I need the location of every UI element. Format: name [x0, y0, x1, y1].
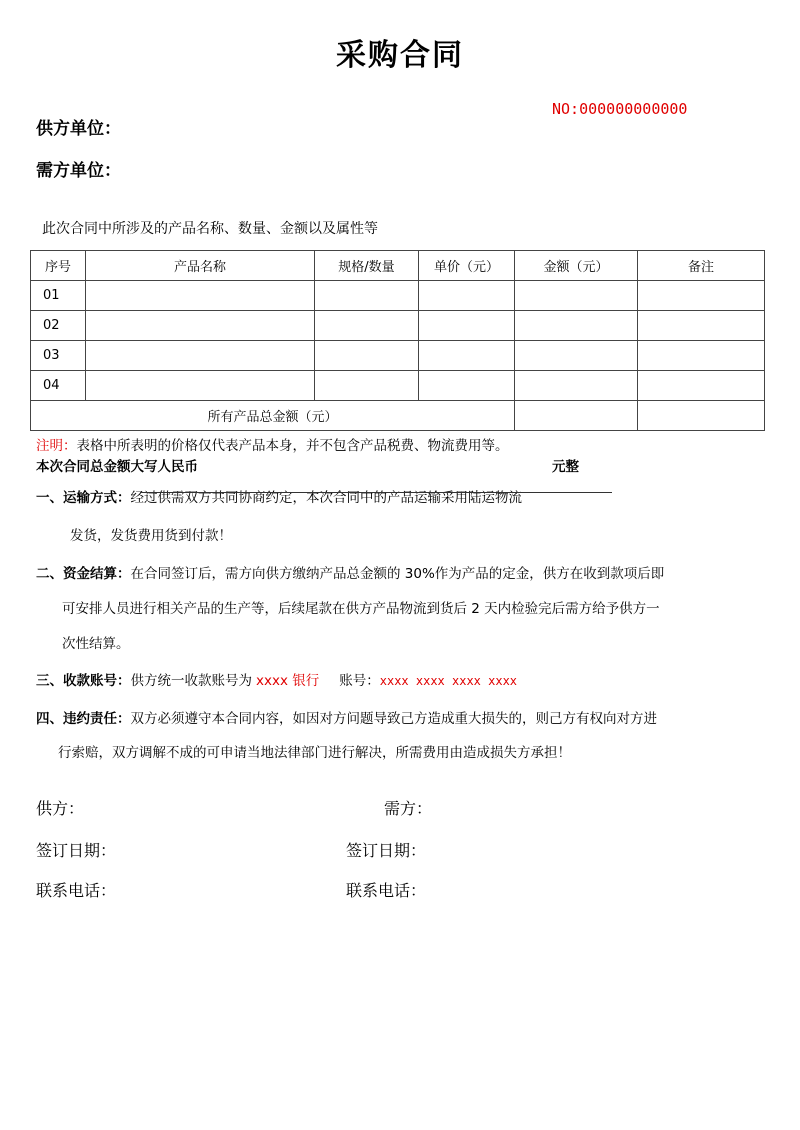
amount-cell: [515, 281, 638, 311]
contract-number: NO:000000000000: [552, 100, 688, 118]
page-title: 采购合同: [336, 38, 464, 73]
row-index: 04: [31, 371, 86, 401]
spec-cell: [315, 281, 419, 311]
clause-title: 二、资金结算：: [36, 566, 131, 582]
clause-text: 双方必须遵守本合同内容，如因对方问题导致己方造成重大损失的，则己方有权向对方进: [130, 711, 657, 727]
note-text: 表格中所表明的价格仅代表产品本身，并不包含产品税费、物流费用等。: [76, 438, 509, 454]
amount-cell: [515, 371, 638, 401]
header-remarks: 备注: [638, 251, 765, 281]
supplier-sign-date: 签订日期：: [36, 841, 117, 860]
remarks-cell: [638, 371, 765, 401]
product-name-cell: [86, 311, 315, 341]
table-intro: 此次合同中所涉及的产品名称、数量、金额以及属性等: [42, 221, 378, 237]
unit-price-cell: [419, 341, 515, 371]
total-amount-cell: [515, 401, 638, 431]
clause-text: 供方统一收款账号为: [130, 673, 252, 689]
clause-transport-cont: 发货，发货费用货到付款！: [70, 528, 232, 544]
row-index: 01: [31, 281, 86, 311]
buyer-signature: 需方：: [384, 799, 433, 818]
clause-settlement: [36, 562, 664, 582]
table-row: [31, 311, 765, 341]
product-table: [30, 250, 765, 431]
supplier-label: 供方单位：: [36, 119, 121, 139]
buyer-label: 需方单位：: [36, 161, 121, 181]
table-row: [31, 371, 765, 401]
remarks-cell: [638, 341, 765, 371]
spec-cell: [315, 371, 419, 401]
remarks-cell: [638, 311, 765, 341]
buyer-phone: 联系电话：: [346, 881, 427, 900]
total-remarks-cell: [638, 401, 765, 431]
header-spec-quantity: 规格/数量: [315, 251, 419, 281]
clause-transport: [36, 486, 522, 506]
clause-settlement-cont: 次性结算。: [62, 636, 130, 652]
clause-title: 四、违约责任：: [36, 711, 131, 727]
row-index: 03: [31, 341, 86, 371]
amount-cell: [515, 341, 638, 371]
unit-price-cell: [419, 371, 515, 401]
total-label: 所有产品总金额（元）: [31, 401, 515, 431]
buyer-sign-date: 签订日期：: [346, 841, 427, 860]
header-unit-price: 单价（元）: [419, 251, 515, 281]
spec-cell: [315, 311, 419, 341]
amount-cell: [515, 311, 638, 341]
table-total-row: [31, 401, 765, 431]
clause-text: 在合同签订后，需方向供方缴纳产品总金额的 30%作为产品的定金，供方在收到款项后即: [130, 566, 665, 582]
supplier-signature: 供方：: [36, 799, 85, 818]
product-name-cell: [86, 341, 315, 371]
clause-title: 一、运输方式：: [36, 490, 131, 506]
account-number: xxxx xxxx xxxx xxxx: [379, 674, 518, 688]
strike-line: [140, 492, 612, 493]
table-header-row: [31, 251, 765, 281]
supplier-phone: 联系电话：: [36, 881, 117, 900]
note-label: 注明：: [36, 438, 77, 454]
table-row: [31, 341, 765, 371]
clause-liability: [36, 707, 657, 727]
clause-text: 经过供需双方共同协商约定，本次合同中的产品运输采用陆运物流: [130, 490, 522, 506]
header-index: 序号: [31, 251, 86, 281]
spec-cell: [315, 341, 419, 371]
unit-price-cell: [419, 281, 515, 311]
row-index: 02: [31, 311, 86, 341]
bank-name: xxxx 银行: [256, 673, 320, 689]
header-amount: 金额（元）: [515, 251, 638, 281]
account-label: 账号：: [339, 673, 380, 689]
price-note: [36, 434, 509, 454]
clause-liability-cont: 行索赔，双方调解不成的可申请当地法律部门进行解决，所需费用由造成损失方承担！: [58, 745, 571, 761]
clause-account: [36, 669, 517, 689]
unit-price-cell: [419, 311, 515, 341]
header-product-name: 产品名称: [86, 251, 315, 281]
clause-title: 三、收款账号：: [36, 673, 131, 689]
product-name-cell: [86, 281, 315, 311]
table-row: [31, 281, 765, 311]
product-name-cell: [86, 371, 315, 401]
clause-settlement-cont: 可安排人员进行相关产品的生产等，后续尾款在供方产品物流到货后 2 天内检验完后需方给予供方一: [62, 601, 660, 617]
total-amount-label: 本次合同总金额大写人民币: [36, 459, 198, 475]
total-amount-suffix: 元整: [552, 459, 579, 475]
remarks-cell: [638, 281, 765, 311]
